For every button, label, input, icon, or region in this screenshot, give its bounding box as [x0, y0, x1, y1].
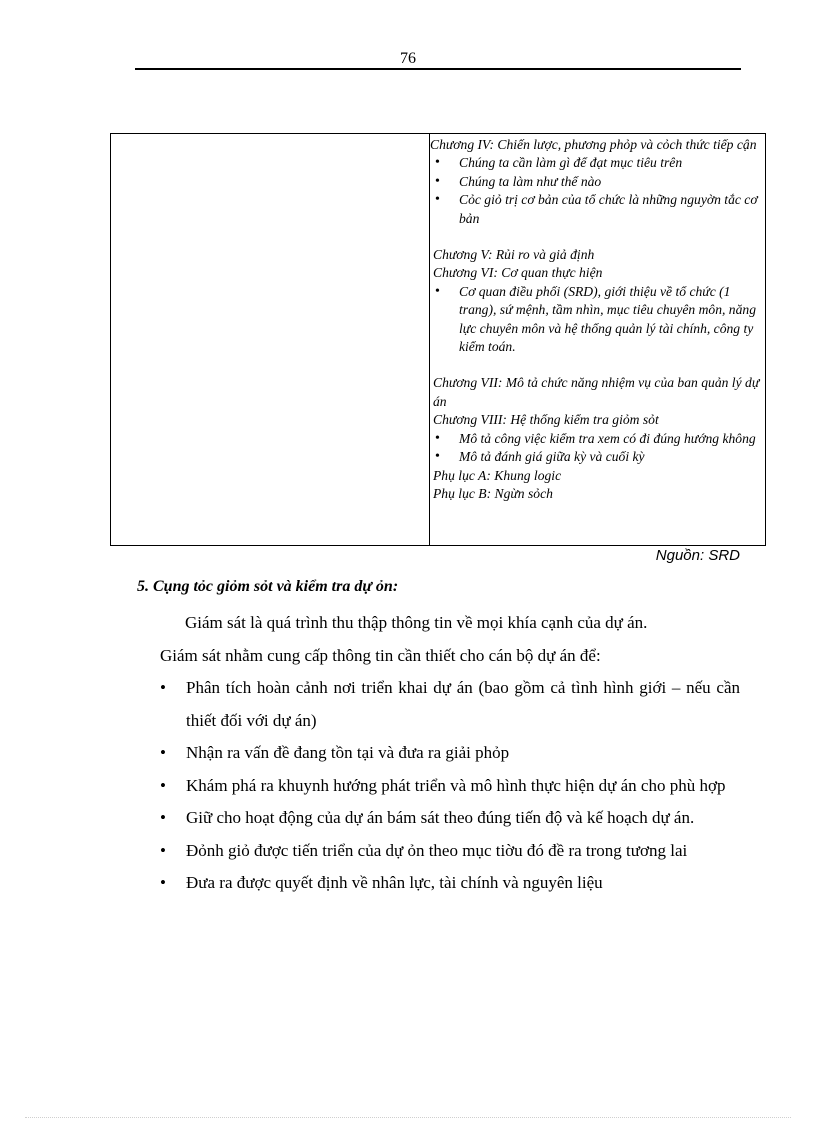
section-heading: 5. Cụng tỏc giỏm sỏt và kiểm tra dự ỏn:: [137, 578, 399, 595]
list-item: • Mô tả đánh giá giữa kỳ và cuối kỳ: [430, 448, 761, 466]
list-item: • Khám phá ra khuynh hướng phát triển và mô hình thực hiện dự án cho phù hợp: [160, 770, 740, 803]
list-item: • Cơ quan điều phối (SRD), giới thiệu về tổ chức (1 trang), sứ mệnh, tầm nhìn, mục tiêu chuyên môn, năng lực chuyên môn và hệ thống quản lý tài chính, công ty kiểm toán.: [430, 283, 761, 357]
spacer: [430, 228, 761, 246]
list-item: • Cỏc giỏ trị cơ bản của tổ chức là những nguyờn tắc cơ bản: [430, 191, 761, 228]
chapter-6-list: [430, 283, 761, 357]
page-number: 76: [400, 50, 416, 67]
list-item: • Mô tả công việc kiểm tra xem có đi đúng hướng không: [430, 430, 761, 448]
bullet-list: [160, 672, 740, 900]
table-right-cell: [430, 134, 765, 545]
footer-dotted-line: [25, 1117, 791, 1118]
chapter-5-title: Chương V: Rủi ro và giả định: [433, 247, 595, 263]
section-body: [160, 607, 740, 900]
chapter-8-title: Chương VIII: Hệ thống kiểm tra giỏm sỏt: [433, 412, 659, 428]
document-table: [110, 133, 766, 546]
chapter-8-list: [430, 430, 761, 467]
list-item: • Đưa ra được quyết định về nhân lực, tài chính và nguyên liệu: [160, 867, 740, 900]
table-left-cell: [111, 134, 430, 545]
appendix-b: Phụ lục B: Ngừn sỏch: [433, 485, 553, 501]
chapter-4-title: Chương IV: Chiến lược, phương phỏp và cỏch thức tiếp cận: [430, 137, 757, 152]
chapter-6-title: Chương VI: Cơ quan thực hiện: [433, 265, 603, 281]
appendix-a: Phụ lục A: Khung logic: [433, 467, 562, 483]
list-item: • Giữ cho hoạt động của dự án bám sát theo đúng tiến độ và kế hoạch dự án.: [160, 802, 740, 835]
chapter-7-title: Chương VII: Mô tả chức năng nhiệm vụ của ban quản lý dự án: [433, 375, 760, 409]
paragraph: Giám sát nhằm cung cấp thông tin cần thiết cho cán bộ dự án để:: [160, 645, 601, 665]
spacer: [430, 356, 761, 374]
source-note: Nguồn: SRD: [655, 547, 740, 564]
list-item: • Đỏnh giỏ được tiến triển của dự ỏn theo mục tiờu đó đề ra trong tương lai: [160, 835, 740, 868]
list-item: • Phân tích hoàn cảnh nơi triển khai dự án (bao gồm cả tình hình giới – nếu cần thiết đối với dự án): [160, 672, 740, 737]
list-item: • Chúng ta cần làm gì để đạt mục tiêu trên: [430, 154, 761, 172]
chapter-4-list: [430, 154, 761, 228]
list-item: • Nhận ra vấn đề đang tồn tại và đưa ra giải phỏp: [160, 737, 740, 770]
paragraph: Giám sát là quá trình thu thập thông tin về mọi khía cạnh của dự án.: [185, 613, 648, 632]
list-item: • Chúng ta làm như thế nào: [430, 173, 761, 191]
header-rule: [135, 68, 741, 70]
